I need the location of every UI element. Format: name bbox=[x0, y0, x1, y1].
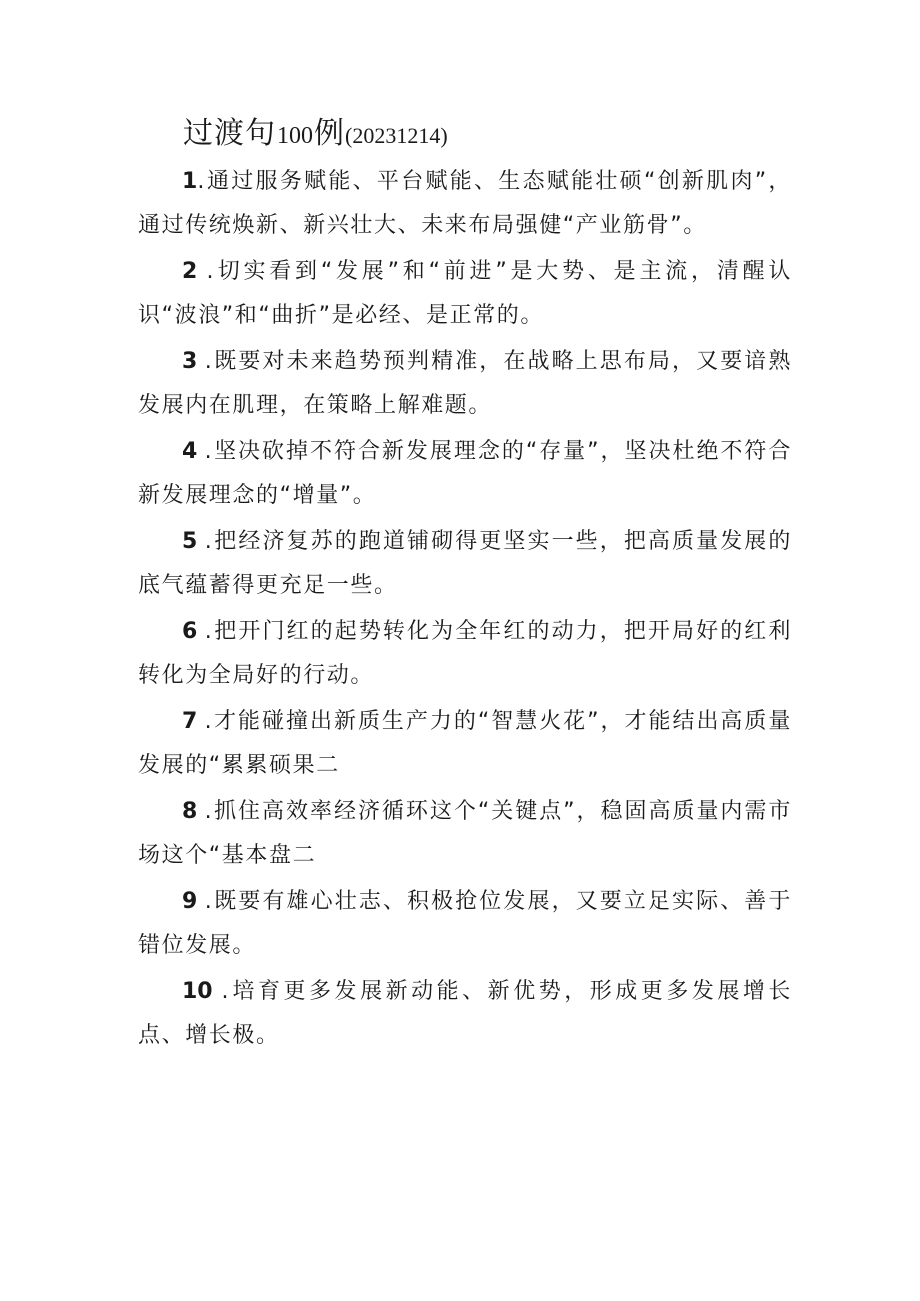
list-item bbox=[138, 880, 792, 968]
item-text: 既要对未来趋势预判精准，在战略上思布局，又要谙熟发展内在肌理，在策略上解难题。 bbox=[138, 349, 792, 418]
item-number: 6 bbox=[182, 619, 198, 644]
item-number: 10 bbox=[182, 979, 213, 1004]
item-text: 通过服务赋能、平台赋能、生态赋能壮硕“创新肌肉”，通过传统焕新、新兴壮大、未来布局强健“产业筋骨”。 bbox=[138, 169, 792, 238]
item-separator: . bbox=[197, 619, 212, 644]
list-item bbox=[138, 610, 792, 698]
list-item bbox=[138, 340, 792, 428]
item-text: 把开门红的起势转化为全年红的动力，把开局好的红利转化为全局好的行动。 bbox=[138, 619, 792, 688]
title-main: 过渡句 bbox=[183, 116, 276, 151]
list-item bbox=[138, 520, 792, 608]
item-text: 抓住高效率经济循环这个“关键点”，稳固高质量内需市场这个“基本盘二 bbox=[138, 799, 792, 868]
item-text: 坚决砍掉不符合新发展理念的“存量”，坚决杜绝不符合新发展理念的“增量”。 bbox=[138, 439, 792, 508]
item-separator: . bbox=[197, 709, 212, 734]
item-number: 3 bbox=[182, 349, 198, 374]
item-number: 9 bbox=[182, 889, 198, 914]
item-number: 5 bbox=[182, 529, 198, 554]
item-text: 切实看到“发展”和“前进”是大势、是主流，清醒认识“波浪”和“曲折”是必经、是正常的。 bbox=[138, 259, 792, 328]
list-item bbox=[138, 700, 792, 788]
list-item bbox=[138, 250, 792, 338]
item-number: 2 bbox=[182, 259, 198, 284]
title-suffix: 例 bbox=[314, 116, 345, 151]
transition-sentence-list bbox=[138, 160, 792, 1060]
item-number: 4 bbox=[182, 439, 198, 464]
title-date: (20231214) bbox=[345, 123, 448, 148]
item-text: 把经济复苏的跑道铺砌得更坚实一些，把高质量发展的底气蕴蓄得更充足一些。 bbox=[138, 529, 792, 598]
item-separator: . bbox=[197, 529, 212, 554]
list-item bbox=[138, 430, 792, 518]
list-item bbox=[138, 160, 792, 248]
item-separator: . bbox=[212, 979, 229, 1004]
list-item bbox=[138, 790, 792, 878]
item-text: 既要有雄心壮志、积极抢位发展，又要立足实际、善于错位发展。 bbox=[138, 889, 792, 958]
item-separator: . bbox=[197, 439, 212, 464]
list-item bbox=[138, 970, 792, 1058]
title-count: 100 bbox=[277, 123, 313, 149]
item-number: 1 bbox=[182, 169, 198, 194]
item-separator: . bbox=[197, 349, 212, 374]
item-separator: . bbox=[197, 169, 205, 194]
document-title bbox=[183, 112, 448, 160]
item-separator: . bbox=[197, 889, 212, 914]
item-number: 8 bbox=[182, 799, 198, 824]
item-number: 7 bbox=[182, 709, 198, 734]
item-text: 才能碰撞出新质生产力的“智慧火花”，才能结出高质量发展的“累累硕果二 bbox=[138, 709, 792, 778]
item-separator: . bbox=[197, 799, 212, 824]
item-text: 培育更多发展新动能、新优势，形成更多发展增长点、增长极。 bbox=[138, 979, 792, 1048]
item-separator: . bbox=[197, 259, 214, 284]
